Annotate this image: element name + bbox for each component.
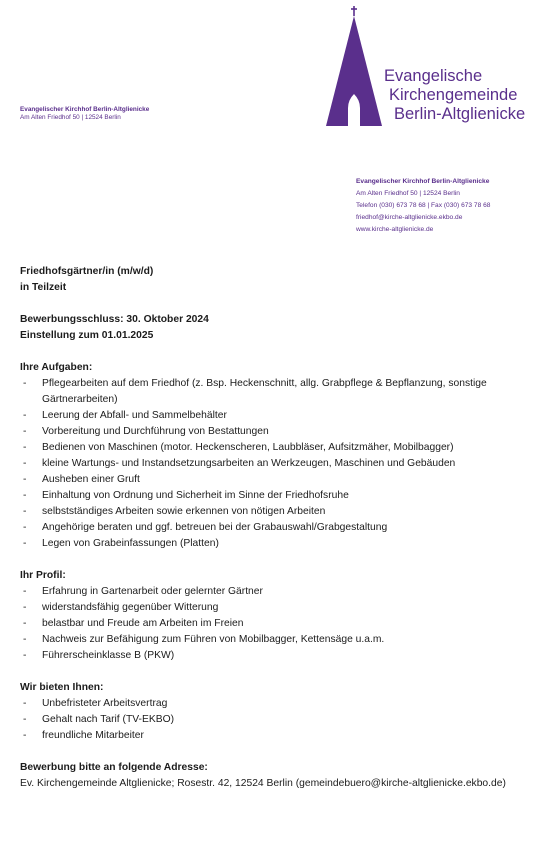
contact-website[interactable]: www.kirche-altglienicke.de: [356, 226, 434, 233]
tasks-heading: Ihre Aufgaben:: [20, 362, 93, 373]
job-title: Friedhofsgärtner/in (m/w/d): [20, 266, 154, 277]
sender-name: Evangelischer Kirchhof Berlin-Altglienicke: [20, 106, 150, 113]
list-item: - freundliche Mitarbeiter: [20, 728, 535, 744]
list-item: - Gehalt nach Tarif (TV-EKBO): [20, 712, 535, 728]
list-item: - Bedienen von Maschinen (motor. Heckenscheren, Laubbläser, Aufsitzmäher, Mobilbagger): [20, 440, 535, 456]
list-item: - Führerscheinklasse B (PKW): [20, 648, 535, 664]
application-address: Ev. Kirchengemeinde Altglienicke; Rosestr. 42, 12524 Berlin (gemeindebuero@kirche-altglienicke.ekbo.de): [20, 778, 506, 789]
contact-email[interactable]: friedhof@kirche-altglienicke.ekbo.de: [356, 214, 463, 221]
list-item: - Pflegearbeiten auf dem Friedhof (z. Bsp. Heckenschnitt, allg. Grabpflege & Bepflanzung, sonstige Gärtnerarbeiten): [20, 376, 535, 408]
application-deadline: Bewerbungsschluss: 30. Oktober 2024: [20, 314, 209, 325]
contact-phone: Telefon (030) 673 78 68 | Fax (030) 673 78 68: [356, 202, 491, 209]
list-item: - belastbar und Freude am Arbeiten im Freien: [20, 616, 535, 632]
profile-heading: Ihr Profil:: [20, 570, 66, 581]
logo-line-3: Berlin-Altglienicke: [394, 105, 526, 123]
contact-block: [356, 176, 490, 236]
application-heading: Bewerbung bitte an folgende Adresse:: [20, 762, 208, 773]
sender-block: [20, 106, 149, 122]
list-item: - Leerung der Abfall- und Sammelbehälter: [20, 408, 535, 424]
sender-address: Am Alten Friedhof 50 | 12524 Berlin: [20, 114, 121, 121]
logo-line-2: Kirchengemeinde: [389, 86, 518, 104]
list-item: - Einhaltung von Ordnung und Sicherheit im Sinne der Friedhofsruhe: [20, 488, 535, 504]
list-item: - Erfahrung in Gartenarbeit oder gelernter Gärtner: [20, 584, 535, 600]
list-item: - selbstständiges Arbeiten sowie erkennen von nötigen Arbeiten: [20, 504, 535, 520]
list-item: - Vorbereitung und Durchführung von Bestattungen: [20, 424, 535, 440]
list-item: - Legen von Grabeinfassungen (Platten): [20, 536, 535, 552]
offer-list: [20, 696, 535, 744]
start-date: Einstellung zum 01.01.2025: [20, 330, 154, 341]
list-item: - Angehörige beraten und ggf. betreuen bei der Grabauswahl/Grabgestaltung: [20, 520, 535, 536]
profile-list: [20, 584, 535, 664]
job-posting: [20, 264, 535, 792]
list-item: - Nachweis zur Befähigung zum Führen von Mobilbagger, Kettensäge u.a.m.: [20, 632, 535, 648]
tasks-list: [20, 376, 535, 552]
logo-line-1: Evangelische: [384, 67, 483, 85]
logo-wordmark: [384, 67, 525, 124]
job-type: in Teilzeit: [20, 282, 67, 293]
list-item: - Unbefristeter Arbeitsvertrag: [20, 696, 535, 712]
contact-name: Evangelischer Kirchhof Berlin-Altglienicke: [356, 178, 490, 185]
list-item: - kleine Wartungs- und Instandsetzungsarbeiten an Werkzeugen, Maschinen und Gebäuden: [20, 456, 535, 472]
list-item: - Ausheben einer Gruft: [20, 472, 535, 488]
list-item: - widerstandsfähig gegenüber Witterung: [20, 600, 535, 616]
contact-address: Am Alten Friedhof 50 | 12524 Berlin: [356, 190, 460, 197]
offer-heading: Wir bieten Ihnen:: [20, 682, 104, 693]
